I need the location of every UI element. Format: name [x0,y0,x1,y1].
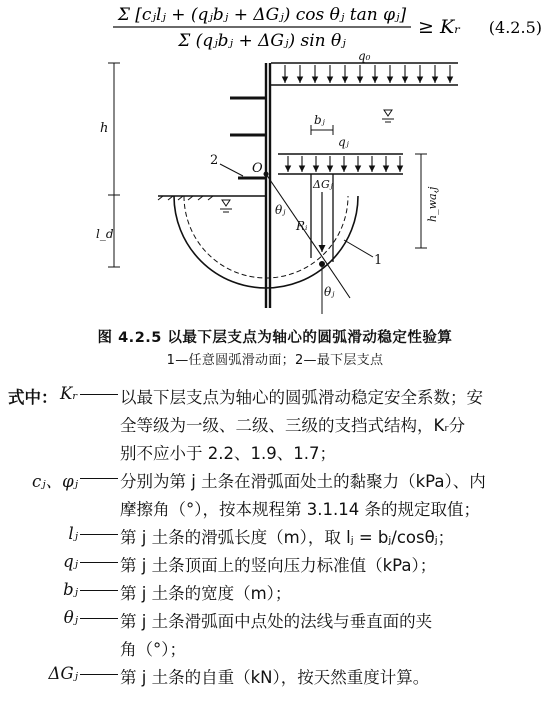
definition-text: 分别为第 j 土条在滑弧面处土的黏聚力（kPa）、内 [120,472,486,491]
definition-dash [80,534,118,535]
definition-text: 第 j 土条的宽度（m）； [120,584,292,603]
label-theta-bottom: θⱼ [324,285,335,299]
definition-symbol: bⱼ [63,580,78,599]
definition-symbol: lⱼ [68,524,78,543]
definition-text: 第 j 土条的自重（kN），按天然重度计算。 [120,668,430,687]
label-h: h [100,121,109,136]
label-O: O [252,161,263,176]
label-theta-top: θⱼ [275,203,286,217]
label-bj: bⱼ [314,113,325,127]
figure-caption-title: 图 4.2.5 以最下层支点为轴心的圆弧滑动稳定性验算 [97,330,453,346]
label-qj: qⱼ [338,135,349,149]
definition-text: 别不应小于 2.2、1.9、1.7； [120,444,336,463]
definition-text: 第 j 土条滑弧面中点处的法线与垂直面的夹 [120,612,433,631]
formula-4-2-5 [0,0,550,52]
definition-dash [80,618,118,619]
definition-text: 第 j 土条顶面上的竖向压力标准值（kPa）； [120,556,437,575]
definitions-intro: 式中： [8,388,58,407]
label-1: 1 [374,253,383,268]
slope-stability-figure [88,52,468,320]
label-2: 2 [210,153,219,168]
slice-arc-midpoint [319,261,325,267]
formula-relation: ≥ Kᵣ [418,16,461,38]
definition-dash [80,590,118,591]
definition-text: 摩擦角（°），按本规程第 3.1.14 条的规定取值； [120,500,480,519]
definition-dash [80,674,118,675]
definition-text: 全等级为一级、二级、三级的支挡式结构，Kᵣ分 [120,416,466,435]
definition-symbol: θⱼ [63,608,78,627]
definition-dash [80,562,118,563]
formula-denominator: Σ (qⱼbⱼ + ΔGⱼ) sin θⱼ [178,31,346,51]
label-q0: q₀ [358,52,371,63]
label-ld: l_d [96,227,114,241]
diagram-geometry [108,63,458,314]
figure-caption-legend: 1—任意圆弧滑动面；2—最下层支点 [166,353,384,368]
definition-dash [80,394,118,395]
definition-symbol: qⱼ [63,552,78,571]
formula-number: (4.2.5) [488,18,542,37]
label-dGj: ΔGⱼ [313,178,333,191]
definition-text: 第 j 土条的滑弧长度（m），取 lⱼ = bⱼ/cosθⱼ； [120,528,455,547]
definition-symbol: ΔGⱼ [48,664,78,683]
definition-text: 以最下层支点为轴心的圆弧滑动稳定安全系数；安 [120,388,483,407]
formula-numerator: Σ [cⱼlⱼ + (qⱼbⱼ + ΔGⱼ) cos θⱼ tan φⱼ] [117,5,407,25]
definition-text: 角（°）； [120,640,186,659]
label-Ri: Rᵢ [296,219,308,233]
definition-dash [80,478,118,479]
definition-symbol: cⱼ、φⱼ [31,472,78,491]
lowest-support-point [264,172,269,177]
label-hwa: h_wa,j [426,186,439,222]
definition-symbol: Kᵣ [59,384,78,403]
